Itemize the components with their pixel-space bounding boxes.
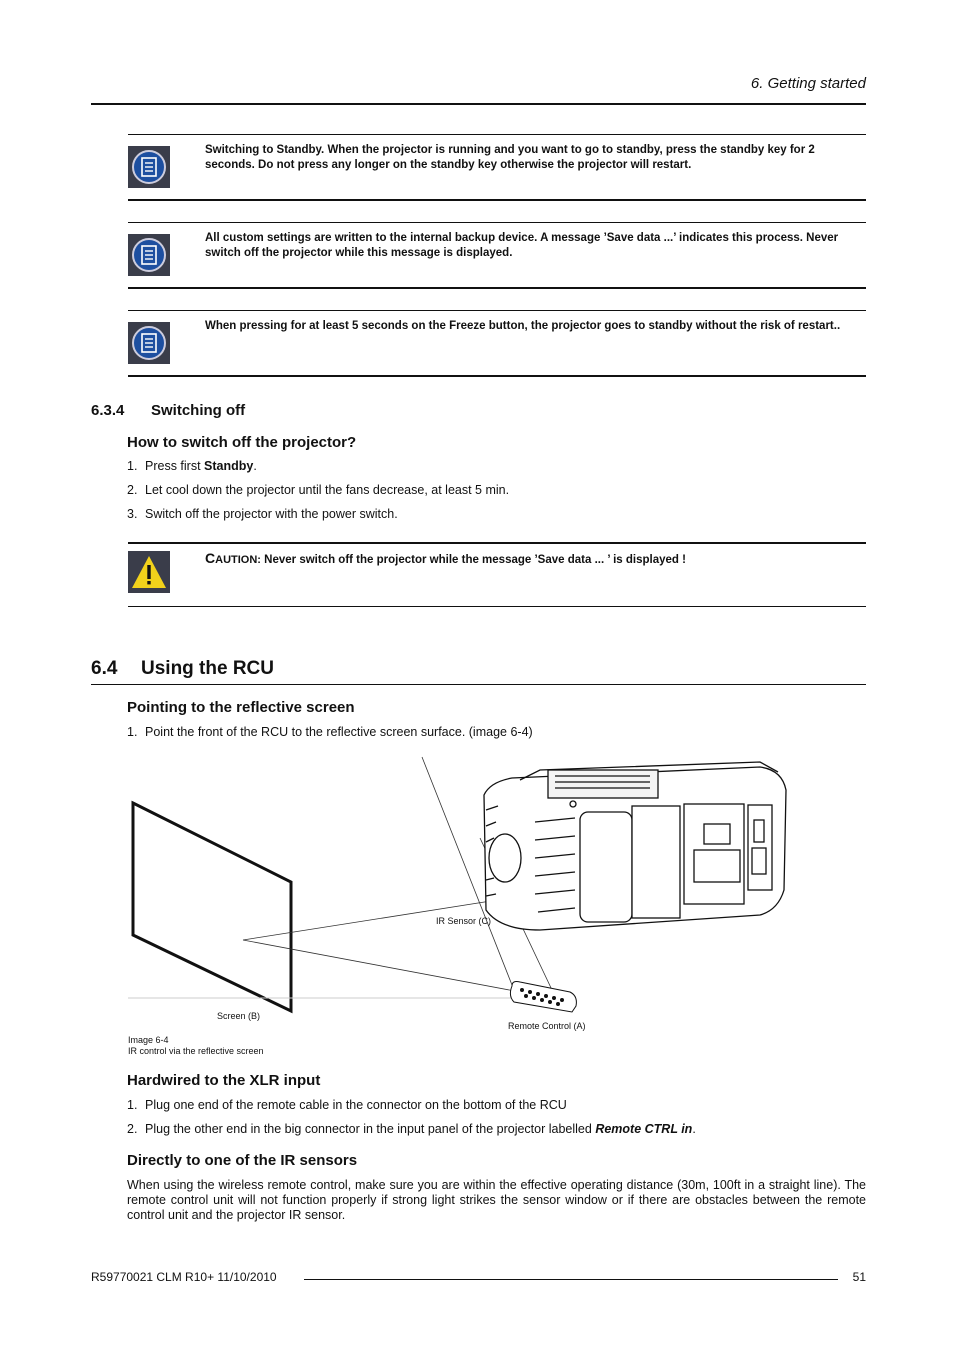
- note-text: When pressing for at least 5 seconds on the Freeze button, the projector goes to standby without the risk of restart..: [205, 320, 841, 332]
- header-rule: [91, 103, 866, 105]
- footer-doc-id: R59770021 CLM R10+ 11/10/2010: [91, 1270, 277, 1284]
- subheading: How to switch off the projector?: [127, 434, 357, 451]
- section-heading: [91, 402, 245, 419]
- list-item: 1. Plug one end of the remote cable in the connector on the bottom of the RCU: [127, 1098, 567, 1112]
- figure-caption-id: Image 6-4: [128, 1035, 169, 1045]
- list-item: 2. Plug the other end in the big connector in the input panel of the projector labelled Remote CTRL in.: [127, 1122, 696, 1136]
- list-item: 2. Let cool down the projector until the fans decrease, at least 5 min.: [127, 483, 510, 497]
- list-item: 1. Press first Standby.: [127, 459, 257, 473]
- label-remote-control: Remote Control (A): [508, 1021, 586, 1031]
- section-number: 6.3.4: [91, 402, 125, 419]
- caution-box: [128, 542, 866, 607]
- running-header: 6. Getting started: [750, 75, 866, 92]
- page-number: 51: [852, 1270, 866, 1284]
- note-box: [128, 222, 866, 289]
- note-text: Switching to Standby. When the projector is running and you want to go to standby, press the standby key for 2 seconds. Do not press any longer on the standby key otherwise the projector will restart.: [205, 144, 815, 171]
- note-text: All custom settings are written to the internal backup device. A message ’Save data ...’ indicates this process. Never switch off the projector while this message is displayed.: [205, 232, 839, 259]
- caution-text: CAUTION: Never switch off the projector while the message ’Save data ... ’ is displayed !: [205, 550, 686, 566]
- label-ir-sensor: IR Sensor (C): [436, 916, 492, 926]
- subheading: Pointing to the reflective screen: [127, 699, 355, 716]
- note-box: [128, 310, 866, 377]
- figure-caption-text: IR control via the reflective screen: [128, 1046, 264, 1056]
- chapter-heading: 6.4 Using the RCU: [91, 658, 274, 679]
- note-icon: [128, 146, 170, 188]
- chapter-rule: [91, 684, 866, 685]
- paragraph: When using the wireless remote control, make sure you are within the effective operating distance (30m, 100ft in a straight line). The remote control unit will not function properly if strong light strikes the sensor window or if there are obstacles between the remote control unit and the projector IR sensor.: [127, 1178, 866, 1222]
- rcu-illustration: [0, 740, 954, 1060]
- warning-icon: [128, 551, 170, 593]
- subheading: Hardwired to the XLR input: [127, 1072, 321, 1089]
- subheading: Directly to one of the IR sensors: [127, 1152, 358, 1169]
- list-item: 3. Switch off the projector with the power switch.: [127, 507, 398, 521]
- note-icon: [128, 234, 170, 276]
- list-item: 1. Point the front of the RCU to the reflective screen surface. (image 6-4): [127, 725, 533, 739]
- section-title: Switching off: [151, 402, 246, 419]
- footer-rule: [304, 1279, 838, 1280]
- note-box: [128, 134, 866, 201]
- label-screen: Screen (B): [217, 1011, 261, 1021]
- note-icon: [128, 322, 170, 364]
